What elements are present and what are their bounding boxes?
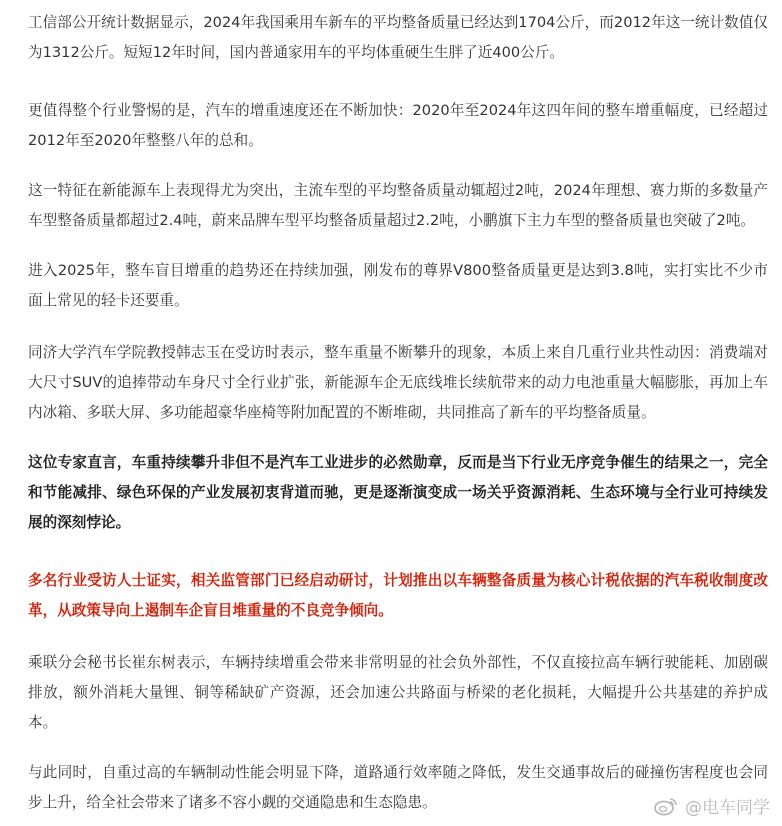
weibo-watermark (653, 793, 770, 818)
paragraph-9: 与此同时，自重过高的车辆制动性能会明显下降，道路通行效率随之降低，发生交通事故后的碰撞伤害程度也会同步上升，给全社会带来了诸多不容小觑的交通隐患和生态隐患。 (28, 764, 768, 811)
watermark-text: @电车同学 (685, 798, 770, 818)
paragraph-3: 这一特征在新能源车上表现得尤为突出，主流车型的平均整备质量动辄超过2吨，2024年理想、赛力斯的多数量产车型整备质量都超过2.4吨，蔚来品牌车型平均整备质量超过2.2吨，小鹏旗下主力车型的整备质量也突破了2吨。 (28, 182, 768, 229)
paragraph-5: 同济大学汽车学院教授韩志玉在受访时表示，整车重量不断攀升的现象，本质上来自几重行业共性动因：消费端对大尺寸SUV的追捧带动车身尺寸全行业扩张，新能源车企无底线堆长续航带来的动力电池重量大幅膨胀，再加上车内冰箱、多联大屏、多功能超豪华座椅等附加配置的不断堆砌，共同推高了新车的平均整备质量。 (28, 344, 768, 421)
weibo-icon (653, 796, 679, 816)
paragraph-2: 更值得整个行业警惕的是，汽车的增重速度还在不断加快：2020年至2024年这四年间的整车增重幅度，已经超过2012年至2020年整整八年的总和。 (28, 102, 768, 149)
paragraph-8: 乘联分会秘书长崔东树表示，车辆持续增重会带来非常明显的社会负外部性，不仅直接拉高车辆行驶能耗、加剧碳排放，额外消耗大量锂、铜等稀缺矿产资源，还会加速公共路面与桥梁的老化损耗，大幅提升公共基建的养护成本。 (28, 654, 768, 731)
paragraph-7-highlight: 多名行业受访人士证实，相关监管部门已经启动研讨，计划推出以车辆整备质量为核心计税依据的汽车税收制度改革，从政策导向上遏制车企盲目堆重量的不良竞争倾向。 (28, 572, 768, 619)
paragraph-1: 工信部公开统计数据显示，2024年我国乘用车新车的平均整备质量已经达到1704公斤，而2012年这一统计数值仅为1312公斤。短短12年时间，国内普通家用车的平均体重硬生生胖了近400公斤。 (28, 14, 768, 61)
paragraph-4: 进入2025年，整车盲目增重的趋势还在持续加强，刚发布的尊界V800整备质量更是达到3.8吨，实打实比不少市面上常见的轻卡还要重。 (28, 262, 768, 309)
paragraph-6-bold: 这位专家直言，车重持续攀升非但不是汽车工业进步的必然勋章，反而是当下行业无序竞争催生的结果之一，完全和节能减排、绿色环保的产业发展初衷背道而驰，更是逐渐演变成一场关乎资源消耗、生态环境与全行业可持续发展的深刻悖论。 (28, 454, 768, 531)
